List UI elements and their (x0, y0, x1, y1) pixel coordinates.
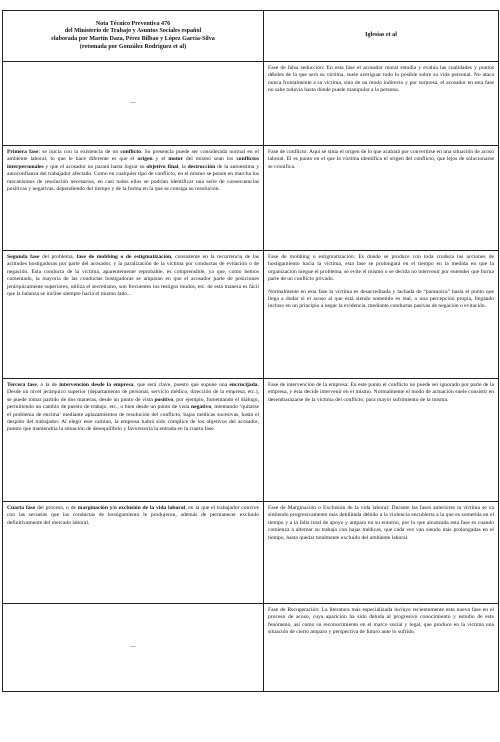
text-run: , intentando ‘quitarse el problema de encima’ mediante aplazamientos de resolución del conflicto, bajas médicas sucesivas, hasta el despido del trabajador. Al elegir este camino, la empresa habrá sido cómplice de los objetivos del acosador, puesto que mantendría la situación de desequilibrio y favorecería la entrada en la cuarta fase. (7, 404, 259, 433)
bold-term: objetivo final (146, 163, 179, 170)
text-run: , la (178, 163, 188, 170)
table-row (3, 62, 499, 146)
right-cell (264, 502, 499, 604)
right-paragraph: Fase de intervención de la empresa: En este punto el conflicto no puede ser ignorado por parte de la empresa, y ésta decide intervenir en el mismo. Normalmente el modo de actuación suele consistir en desembarazarse de la víctima del conflicto, para mayor sufrimiento de la misma. (268, 382, 494, 403)
text-run: y que el acosador no parará hasta lograr su (43, 163, 147, 170)
text-run: del problema, (39, 254, 77, 260)
bold-term: encrucijada (229, 382, 258, 388)
text-run: . Su presencia puede ser considerada normal en el ambiente laboral, lo que le hace diferente es que el (7, 149, 259, 163)
header-left-line: del Ministerio de Trabajo y Asuntos Sociales español (64, 28, 202, 35)
left-cell: --- (3, 604, 264, 692)
right-cell (264, 146, 499, 251)
text-run: , que será clave, puesto que supone una (133, 382, 230, 388)
text-run: del mismo sean los (182, 156, 237, 163)
text-run: de la autoestima y autoconfianza del trabajador afectado. Como en cualquier tipo de conflicto, en el mismo se ponen en marcha los mecanismos de resolución necesarios, en casi todos ellos se podrían identificar una serie de consecuencias positivas y negativas, dependiendo del tiempo y de la forma en la que se consiga su resolución. (7, 163, 259, 192)
left-cell (3, 251, 264, 379)
comparison-table (2, 10, 499, 692)
bold-term: destrucción (187, 163, 216, 170)
bold-term: Tercera fase (7, 382, 37, 388)
text-run: , en la que el trabajador convive con las secuelas que las conductas de hostigamiento le produjeron, además de permanecer excluido definitivamente del mercado laboral. (7, 505, 259, 526)
bold-term: intervención desde la empresa (59, 382, 134, 388)
right-paragraph: Fase de conflicto: Aquí se sitúa el origen de lo que acabará por convertirse en una situación de acoso laboral. El es punto en el que la víctima identifica el origen del conflicto, que lejos de solucionarse se cronifica. (268, 149, 494, 170)
bold-term: motor (168, 156, 183, 163)
left-paragraph (7, 505, 259, 527)
bold-term: negativo (190, 404, 212, 411)
right-paragraph: Fase de falsa seducción: En esta fase el acosador moral estudia y evalúa las cualidades y puntos débiles de la que será su víctima, suele averiguar todo lo posible sobre su vida personal. No ataca nunca frontalmente a su víctima, sino de un modo indirecto y por sorpresa, el acosador en esta fase no sabe todavía hasta dónde puede manipular a la persona. (268, 65, 494, 94)
bold-term: origen (137, 156, 153, 163)
right-paragraph: Normalmente en esta fase la víctima es desacreditada y tachada de “paranoica” hasta el punto que llega a dudar si el acoso al que está siendo sometido es real, o una percepción propia, llegando incluso en un principio a negar la evidencia, mediante conductas pasivas de negación o evitación. (268, 288, 494, 310)
left-cell (3, 146, 264, 251)
bold-term: Segunda fase (7, 254, 40, 260)
bold-term: positivo (154, 396, 174, 403)
left-paragraph (7, 254, 259, 298)
bold-term: conflicto (120, 149, 141, 155)
left-paragraph (7, 149, 259, 193)
table-row (3, 379, 499, 502)
text-run: . Desde un nivel jerárquico superior (departamento de personal, servicio médico, dirección de la empresa, etc.), se puede tomar partido de dos maneras, desde un punto de vista (7, 382, 260, 403)
bold-term: fase de mobbing o de estigmatización (76, 254, 172, 260)
right-paragraph: Fase de mobbing o estigmatización: Es donde se produce con toda crudeza las acciones de hostigamiento hacia la víctima, esta fase se prolongará en el tiempo en la medida en que la organización niegue el problema, se evite el mismo o se decida no intervenir por entender que forma parte de un conflicto privado. (268, 254, 494, 283)
text-run: y el (152, 156, 169, 163)
bold-term: Cuarta fase (7, 505, 36, 511)
header-left-line: elaborada por Martín Daza, Pérez Bilbao y López García-Silva (51, 36, 215, 42)
header-left (3, 11, 264, 62)
right-cell (264, 62, 499, 146)
text-run: , o la de (36, 382, 60, 388)
table-row (3, 604, 499, 692)
header-left-line: (retomada por González Rodríguez et al) (79, 43, 187, 50)
left-cell (3, 502, 264, 604)
table-row (3, 251, 499, 379)
left-cell: --- (3, 62, 264, 146)
header-right: Iglesias et al (264, 11, 499, 62)
table-row (3, 502, 499, 604)
right-cell (264, 379, 499, 502)
left-cell (3, 379, 264, 502)
left-paragraph (7, 382, 259, 434)
header-row (3, 11, 499, 62)
right-paragraph: Fase de Marginación o Exclusión de la vida laboral: Durante las fases anteriores la víctima se va sintiendo progresivamente más debilitada debido a la violencia encubierta a la que es sometida en el tiempo y a la falta total de apoyo y amparo en su entorno, por lo que alcanzada esta fase es cuando comienza a alternar su trabajo con bajas médicas, que cada vez van siendo más prolongadas en el tiempo, hasta quedar totalmente excluido del ambiente laboral. (268, 505, 494, 541)
text-run: del proceso, o de (35, 505, 78, 511)
header-left-line: Nota Técnico Preventiva 476 (95, 20, 171, 27)
right-paragraph: Fase de Recuperación: La literatura más especializada incluye recientemente esta nueva fase en el proceso de acoso, cuya aparición ha sido debida al progresivo conocimiento y estudio de este fenómeno, así como su reconocimiento en el marco social y legal, que produce en la víctima una situación de cierto amparo y perspectiva de futuro ante lo sufrido. (268, 607, 494, 636)
bold-term: conflictos interpersonales (7, 156, 259, 170)
text-run: , por ejemplo, fomentando el diálogo, permitiendo un cambio de puesto de trabajo, etc., o bien desde un punto de vista (7, 396, 259, 411)
table-row (3, 146, 499, 251)
bold-term: Primera fase (7, 149, 39, 155)
text-run: : se inicia con la existencia de un (38, 149, 121, 155)
right-cell (264, 251, 499, 379)
right-cell (264, 604, 499, 692)
bold-term: marginación y/o exclusión de la vida laboral (77, 505, 186, 511)
text-run: , consistente en la recurrencia de las actitudes hostigadoras por parte del acosador, y la paralización de la víctima por conductas de evitación o de negación. Esta conducta de la víctima, aparentemente reprobable, es comprensible, ya que, como hemos comentado, la mayoría de las conductas hostigadoras se amparan en que el acosador parte de posiciones jerárquicamente superiores, utiliza el secretismo, son frecuentes los testigos mudos, etc. de esta manera es fácil que la balanza se incline siempre hacia el mismo lado… (7, 254, 259, 297)
